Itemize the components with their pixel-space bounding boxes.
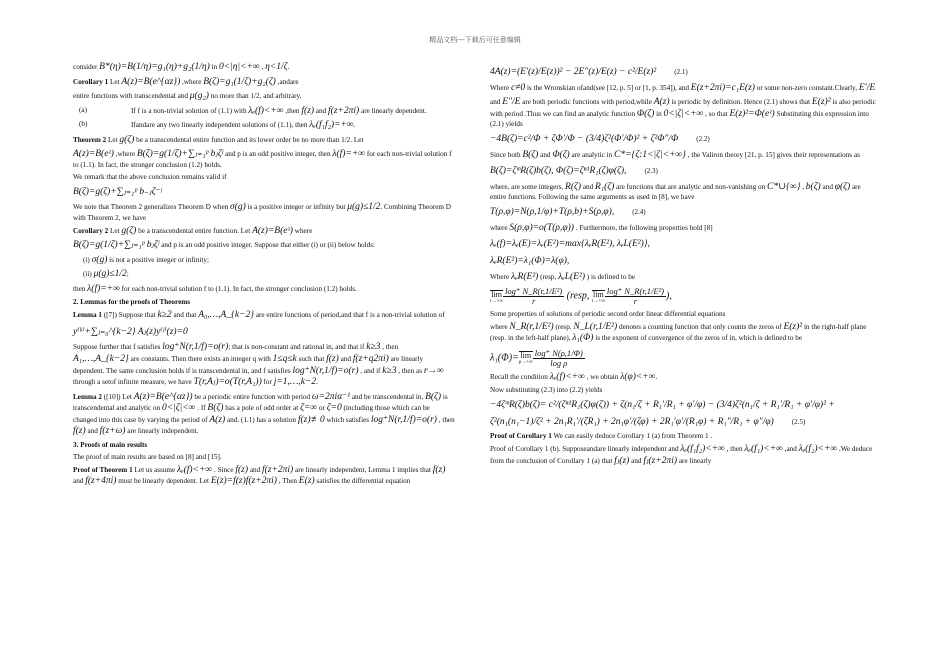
equation-number: (2.1) <box>674 68 688 76</box>
paragraph: We note that Theorem 2 generalizes Theorem D when σ(g) is a positive integer or infinity but μ(g)≤1/2. Combining Theorem D with Theorem 2, we have <box>73 202 451 222</box>
paragraph: (ii) μ(g)≤1/2; <box>83 269 129 280</box>
limsup <box>519 351 533 365</box>
math-expression: S(ρ,φ)=o(T(ρ,φ)) <box>509 222 574 233</box>
math-expression: r→∞ <box>423 365 444 376</box>
paragraph: Recall the condition λₑ(f)<+∞ , we obtain λ(φ)<+∞. <box>490 371 658 382</box>
display-equation <box>73 186 455 199</box>
math-expression: σ(g) <box>230 202 246 213</box>
equation-number: (2.2) <box>696 135 710 144</box>
limsup-label: lim <box>520 351 532 361</box>
limsup-subscript: r→+∞ <box>490 298 504 304</box>
paragraph: B(ζ)=g(1/ζ)+∑ⱼ₌₁ᵖ bⱼζʲ and p is an odd positive integer. Suppose that either (i) or (ii) below holds: <box>73 240 376 251</box>
limsup-subscript: ρ→+∞ <box>518 360 533 366</box>
paragraph: Proof of Corollary 1 We can easily deduce Corollary 1 (a) from Theorem 1 . <box>490 432 713 441</box>
limsup-subscript: r→+∞ <box>591 298 605 304</box>
math-expression: λₑ(f₁f₂)=+∞ <box>309 120 354 131</box>
paragraph: Theorem 2 Let g(ζ) be a transcendental entire function and its lower order be no more than 1/2. Let <box>73 134 364 145</box>
math-expression: λₑR(E²) <box>510 271 539 282</box>
paragraph: where S(ρ,φ)=o(T(ρ,φ)) . Furthermore, the following properties hold [8] <box>490 222 713 233</box>
list-item <box>73 120 455 132</box>
math-expression: f(z) <box>301 105 314 116</box>
math-expression: T(r,Aⱼ)=o(T(r,A₁)) <box>193 377 262 388</box>
math-expression: ζ=0 <box>326 403 342 414</box>
right-column <box>490 62 878 470</box>
math-expression: λₑ(f)=λₑ(E)=λₑ(E²)=max{λₑR(E²), λₑL(E²)}, <box>490 239 650 250</box>
math-expression: k≥2 <box>157 310 172 321</box>
math-expression: log⁺N(r,1/f)=o(r) <box>370 414 437 425</box>
math-expression: B(ζ)=g(ζ)+∑ⱼ₌₁ᵖ b₋ⱼζ⁻ʲ <box>73 186 163 197</box>
math-expression: Φ(ζ) <box>636 108 655 119</box>
paragraph <box>73 298 455 307</box>
math-expression: C*∪{∞} <box>766 181 801 192</box>
math-expression: ω=2πiα⁻¹ <box>311 391 351 402</box>
equation-number: (2.4) <box>632 208 646 217</box>
math-expression: f(z+4πi) <box>85 476 117 487</box>
math-expression: B(ζ)=g₁(1/ζ)+g₂(ζ) <box>203 76 276 87</box>
math-expression: Φ(ζ) <box>552 149 570 160</box>
paragraph: Lemma 2 ([10]) Let A(z)=B(e^{αz}) be a periodic entire function with period ω=2πiα⁻¹ and be transcendental in, B(ζ) is transcendental and analytic on 0<|ζ|<∞ . If B(ζ) has a pole of odd order at ζ=∞ or ζ=0 (including those which can be changed into this case by varying the period of A(z) and. (1.1) has a solution f(z)≢0 which satisfies log⁺N(r,1/f)=o(r) , then f(z) and f(z+ω) are linearly independent. <box>73 391 455 437</box>
trailing-text: ), <box>666 290 672 302</box>
math-expression: A(z)=B(eᶻ) <box>252 225 293 236</box>
math-expression: λₑL(E²) <box>558 271 585 282</box>
math-expression: B(ζ) <box>522 149 539 160</box>
math-expression: λₑ(f₁)<+∞ <box>744 444 783 454</box>
math-expression: N_L(r,1/E²) <box>573 321 618 332</box>
math-expression: λₑ(f)<+∞ <box>177 464 213 475</box>
math-expression: λ(f)=+∞ <box>87 283 120 294</box>
paragraph: Since both B(ζ) and Φ(ζ) are analytic in C*={ζ:1<|ζ|<+∞} , the Valiron theory [21, p. 15] gives their representations as <box>490 149 860 160</box>
paragraph: Where c≠0 is the Wronskian ofand(see [12, p. 5] or [1, p. 354]), and E(z+2πi)=c₁E(z) or some non-zero constant.Clearly, E′/E <box>490 82 876 93</box>
fraction-numerator: log⁺ N(ρ,1/Φ) <box>534 347 583 358</box>
bold-label: Corollary 2 <box>73 226 109 235</box>
fraction-denominator: r <box>633 296 638 306</box>
limit-definition <box>490 287 878 306</box>
equation-number: (2.5) <box>791 417 806 426</box>
math-expression: ζ²(n₁(n₁−1)/ζ² + 2n₁R₁′/(ζR₁) + 2n₁φ′/(ζφ) + 2R₁′φ′/(R₁φ) + R₁″/R₁ + φ″/φ) <box>490 416 774 427</box>
math-expression: A(z) <box>209 414 226 425</box>
math-expression: R(ζ) <box>565 181 582 192</box>
math-expression: A(z)=B(eᶻ) <box>73 149 114 160</box>
bold-label: Corollary 1 <box>73 77 109 86</box>
math-expression: E(z)=f(z)f(z+2πi) <box>210 476 277 487</box>
math-expression: fⱼ(z) <box>614 455 630 466</box>
paragraph: then λ(f)=+∞ for each non-trivial solution f to (1.1). In fact, the stronger conclusion (1.2) holds. <box>73 283 357 294</box>
fraction-numerator: log⁺ N_R(r,1/E²) <box>505 286 563 297</box>
math-expression: N_R(r,1/E²) <box>509 321 554 332</box>
math-expression: E(z+2πi)=c₁E(z) <box>690 82 755 93</box>
bold-label: Lemma 1 <box>73 311 102 320</box>
list-item-text: Ifandare any two linearly independent solutions of (1.1), then λₑ(f₁f₂)=+∞. <box>131 120 356 131</box>
display-equation <box>490 399 878 412</box>
list-item-label: (b) <box>79 120 88 129</box>
limsup-label: lim <box>491 289 502 299</box>
resp-text: (resp, <box>564 290 592 302</box>
fraction-denominator: r <box>531 296 536 306</box>
math-expression: μ(g)≤1/2 <box>93 269 127 280</box>
math-expression: c≠0 <box>510 82 526 93</box>
math-expression: f(z)≢0 <box>297 414 325 425</box>
display-equation <box>490 416 878 429</box>
math-expression: f(z) <box>432 464 446 475</box>
paragraph: Now substituting (2.3) into (2.2) yields <box>490 386 603 395</box>
math-expression: y⁽ᵏ⁾+∑ⱼ₌₀^{k−2} Aⱼ(z)y⁽ʲ⁾(z)=0 <box>73 326 188 337</box>
paragraph: entire functions with transcendental and μ(g₂) no more than 1/2, and arbitrary. <box>73 91 302 102</box>
fraction <box>605 287 666 306</box>
math-expression: g(ζ) <box>119 134 135 145</box>
math-expression: B(ζ)=g(1/ζ)+∑ⱼ₌₁ᵖ bⱼζʲ <box>73 240 160 251</box>
math-expression: 0<|η|<+∞ <box>218 62 260 72</box>
math-expression: 0<|ζ|<+∞ <box>663 108 704 119</box>
fraction-numerator: log⁺ N_R(r,1/E²) <box>606 286 664 297</box>
math-expression: B(ζ) <box>207 403 224 414</box>
math-expression: λ₁(Φ) <box>572 333 594 344</box>
bold-label: Lemma 2 <box>73 392 102 401</box>
paragraph: where N_R(r,1/E²) (resp. N_L(r,1/E²) denotes a counting function that only counts the zeros of E(z)² in the right-half plane (resp. in the left-half plane), λ₁(Φ) is the exponent of convergence of the zeros of in, which is defined to be <box>490 321 867 344</box>
math-expression: E(z)² <box>811 97 831 108</box>
math-expression: λₑ(f₂)<+∞ <box>798 444 838 454</box>
math-expression: A(z)=B(e^{αz}) <box>133 391 193 402</box>
math-expression: f(z) <box>73 426 86 437</box>
math-expression: E(z) <box>298 476 315 487</box>
math-expression: λₑ(f)<+∞ <box>248 105 284 116</box>
paragraph: Suppose further that f satisfies log⁺N(r,1/f)=o(r); that is non-constant and rational in, and that if k≥3 , then A₁,…,A_{k−2} are constants. Then there exists an integer q with 1≤q≤k such that f(z) and f(z+q2πi) are linearly dependent. The same conclusion holds if is transcendental in, and f satisfies log⁺N(r,1/f)=o(r) , and if k≥3 , then as r→∞ through a setof infinite measure, we have T(r,Aⱼ)=o(T(r,A₁)) for j=1,…,k−2. <box>73 342 444 388</box>
math-expression: k≥3 <box>366 342 381 353</box>
math-expression: g(ζ) <box>121 225 137 236</box>
math-expression: f(z+q2πi) <box>352 353 389 364</box>
display-equation <box>490 206 878 219</box>
math-expression: C*={ζ:1<|ζ|<+∞} <box>614 149 686 160</box>
math-expression: A(z) <box>653 97 670 108</box>
math-expression: T(ρ,φ)=N(ρ,1/φ)+T(ρ,b)+S(ρ,φ), <box>490 207 615 218</box>
bold-label: Proof of Theorem 1 <box>73 465 133 474</box>
equation-number: (2.3) <box>644 167 658 176</box>
list-item-label: (a) <box>79 105 87 114</box>
paragraph: where, are some integers, R(ζ) and R₁(ζ) are functions that are analytic and non-vanishing on C*∪{∞} , b(ζ) and φ(ζ) are entire functions. Following the same arguments as used in [8], we have <box>490 181 861 202</box>
fraction <box>503 287 564 306</box>
math-expression: k≥3 <box>382 365 397 376</box>
fraction-denominator: log ρ <box>550 357 568 368</box>
math-expression: E″/E <box>502 97 521 108</box>
list-item-text: If f is a non-trivial solution of (1.1) with λₑ(f)<+∞ ,then f(z) and f(z+2πi) are linearly dependent. <box>131 105 427 116</box>
math-expression: σ(g) <box>91 254 108 265</box>
display-equation <box>490 238 878 251</box>
math-expression: j=1,…,k−2 <box>273 377 317 388</box>
math-expression: λₑ(f)<+∞ <box>549 371 585 382</box>
math-expression: −4ζᵐR(ζ)b(ζ)= c²/(ζⁿ¹R₁(ζ)φ(ζ)) + ζ(n₁/ζ + R₁′/R₁ + φ′/φ) − (3/4)ζ²(n₁/ζ + R₁′/R₁ + φ′/φ)² + <box>490 400 835 411</box>
paragraph: consider B*(η)=B(1/η)=g₁(η)+g₂(1/η) in 0<|η|<+∞ , η<1/ζ. <box>73 62 290 72</box>
math-expression: R₁(ζ) <box>595 181 615 192</box>
display-equation <box>73 326 455 339</box>
math-expression: f(z+ω) <box>99 426 126 437</box>
math-expression: E(z)²=Φ(eᶻ) <box>729 108 775 119</box>
math-expression: λ(f)=+∞ <box>332 149 366 160</box>
math-expression: φ(ζ) <box>834 181 851 192</box>
math-expression: B(ζ) <box>425 391 442 402</box>
math-expression: log⁺N(r,1/f)=o(r) <box>162 342 229 353</box>
paragraph: Some properties of solutions of periodic second order linear differential equations <box>490 309 726 318</box>
math-expression: μ(g)≤1/2 <box>347 202 381 213</box>
fraction <box>533 349 585 368</box>
paragraph: Proof of Corollary 1 (b). Supposeandare linearly independent and λₑ(f₁f₂)<+∞ , then λₑ(f₁)<+∞ ,and λₑ(f₂)<+∞ .We deduce from the conclusion of Corollary 1 (a) that fⱼ(z) and fⱼ(z+2πi) are linearly <box>490 444 873 466</box>
bold-label: Theorem 2 <box>73 135 107 144</box>
paragraph: Proof of Theorem 1 Let us assume λₑ(f)<+∞ . Since f(z) and f(z+2πi) are linearly independent, Lemma 1 implies that f(z) and f(z+4πi) must be linearly dependent. Let E(z)=f(z)f(z+2πi) , Then E(z) satisfies the differential equation <box>73 464 446 487</box>
page-header: 精品文档---下载后可任意编辑 <box>429 36 521 44</box>
math-expression: B*(η)=B(1/η)=g₁(η)+g₂(1/η) <box>99 62 210 72</box>
left-column <box>73 62 455 491</box>
math-expression: λ(φ)<+∞ <box>620 371 656 382</box>
limsup <box>592 290 605 304</box>
math-expression: B(ζ)=g(1/ζ)+∑ⱼ₌₁ᵖ bⱼζʲ <box>136 149 224 160</box>
list-item <box>73 106 455 118</box>
math-expression: ζ=∞ <box>300 403 318 414</box>
paragraph: Where λₑR(E²) (resp, λₑL(E²) ) is defined to be <box>490 271 636 282</box>
math-expression: 4A(z)=(E′(z)/E(z))² − 2E″(z)/E(z) − c²/E(z)² <box>490 67 657 77</box>
limsup-label: lim <box>593 289 604 299</box>
math-expression: λₑR(E²)=λ₁(Φ)=λ(φ), <box>490 255 570 266</box>
paragraph: and E″/E are both periodic functions with period,while A(z) is periodic by definition. Hence (2.1) shows that E(z)² is also periodic with period .Thus we can find an analytic function Φ(ζ) in 0<|ζ|<+∞ , so that E(z)²=Φ(eᶻ) Substituting this expression into (2.1) yields <box>490 97 876 129</box>
math-expression: A₀,…,A_{k−2} <box>198 310 255 321</box>
bold-label: 3. Proofs of main results <box>73 441 148 449</box>
math-expression: 0<|ζ|<∞ <box>162 403 196 414</box>
paragraph: Lemma 1 ([7]) Suppose that k≥2 and that A₀,…,A_{k−2} are entire functions of period,and that f is a non-trivial solution of <box>73 310 445 321</box>
math-expression: B(ζ)=ζᵐR(ζ)b(ζ), Φ(ζ)=ζⁿ¹R₁(ζ)φ(ζ), <box>490 166 627 177</box>
math-expression: fⱼ(z+2πi) <box>643 455 678 466</box>
math-expression: η<1/ζ <box>265 62 288 72</box>
paragraph: Corollary 2 Let g(ζ) be a transcendental entire function. Let A(z)=B(eᶻ) where <box>73 225 313 236</box>
paragraph: The proof of main results are based on [8] and [15]. <box>73 452 222 461</box>
math-expression: b(ζ) <box>805 181 821 192</box>
display-equation <box>490 133 878 146</box>
display-equation <box>490 165 878 178</box>
math-expression: A(z)=B(e^{αz}) <box>121 76 181 87</box>
math-expression: log⁺N(r,1/f)=o(r) <box>292 365 359 376</box>
lhs: λ₁(Φ)= <box>490 352 519 364</box>
bold-label: 2. Lemmas for the proofs of Theorems <box>73 298 191 307</box>
math-expression: 1≤q≤k <box>272 353 297 364</box>
math-expression: A₁,…,A_{k−2} <box>73 353 129 364</box>
math-expression: μ(g₂) <box>189 91 209 102</box>
math-expression: f(z) <box>235 464 249 475</box>
paragraph: Corollary 1 Let A(z)=B(e^{αz}) ,where B(ζ)=g₁(1/ζ)+g₂(ζ) ,andare <box>73 76 299 87</box>
math-expression: λₑ(f₁f₂)<+∞ <box>680 444 725 454</box>
display-equation <box>490 66 878 79</box>
math-expression: −4B(ζ)=c²/Φ + ζΦ′/Φ − (3/4)ζ²(Φ′/Φ)² + ζ²Φ″/Φ <box>490 134 679 145</box>
math-expression: E′/E <box>858 82 876 93</box>
limsup <box>490 290 503 304</box>
math-expression: f(z) <box>326 353 339 364</box>
math-expression: E(z)² <box>783 321 803 332</box>
bold-label: Proof of Corollary 1 <box>490 432 552 441</box>
paragraph: (i) σ(g) is not a positive integer or infinity; <box>83 254 209 265</box>
paragraph: We remark that the above conclusion remains valid if <box>73 172 227 181</box>
math-expression: f(z+2πi) <box>262 464 294 475</box>
paragraph: A(z)=B(eᶻ) ,where B(ζ)=g(1/ζ)+∑ⱼ₌₁ᵖ bⱼζʲ and p is an odd positive integer, then λ(f)=+∞ for each non-trivial solution f to (1.1). In fact, the stronger conclusion (1.2) holds. <box>73 149 452 170</box>
display-equation <box>490 255 878 268</box>
convergence-exponent-definition <box>490 349 878 368</box>
paragraph <box>73 441 455 450</box>
math-expression: f(z+2πi) <box>327 105 360 116</box>
